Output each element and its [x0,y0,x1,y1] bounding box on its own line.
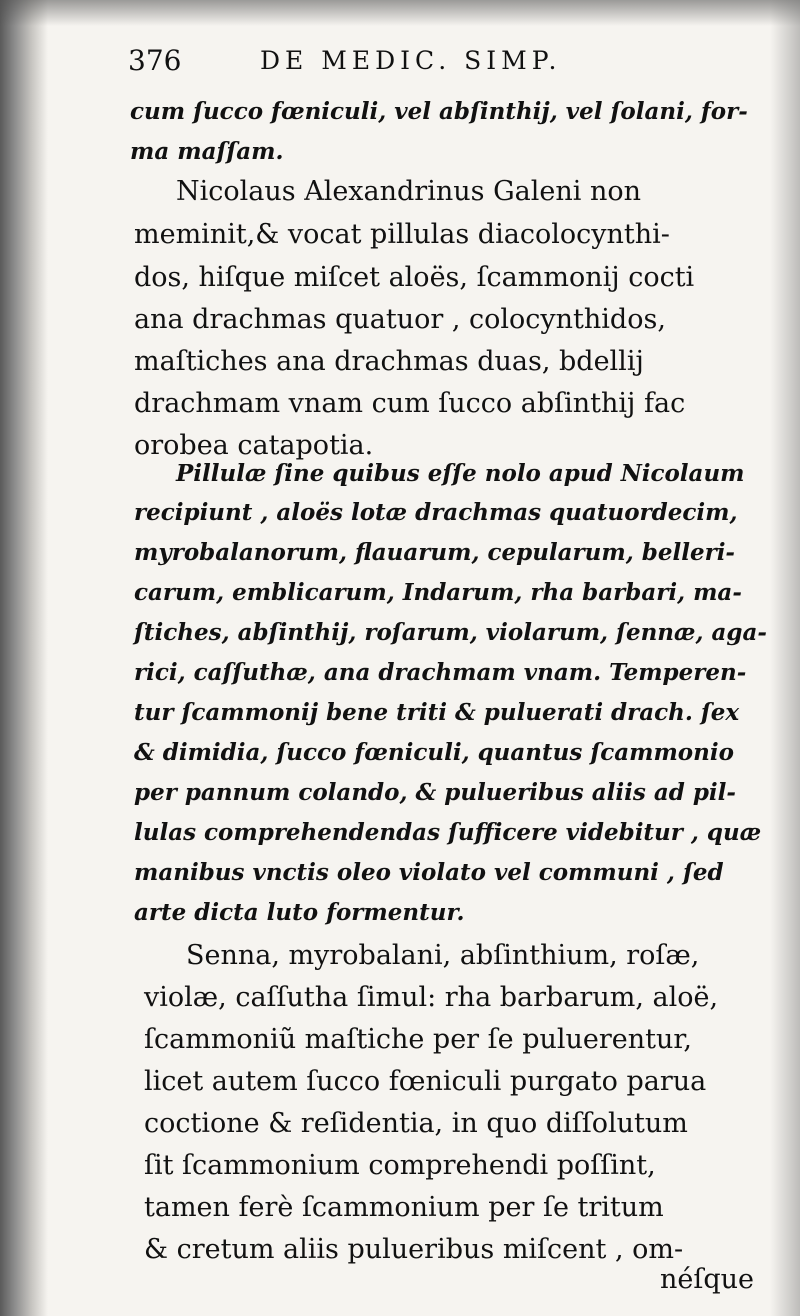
text-line: recipiunt , aloës lotæ drachmas quatuordecim, [134,499,738,526]
text-line: rici, caſſuthæ, ana drachmam vnam. Temperen- [134,659,747,686]
text-line: coctione & reſidentia, in quo diſſolutum [144,1108,688,1139]
text-line: ſit ſcammonium comprehendi poſſint, [144,1150,656,1181]
text-line: arte dicta luto formentur. [134,899,465,926]
text-line: carum, emblicarum, Indarum, rha barbari, ma- [134,579,742,606]
text-line: tur ſcammonij bene triti & puluerati drach. ſex [134,699,740,726]
text-line: per pannum colando, & pulueribus aliis ad pil- [134,779,736,806]
text-line: & dimidia, ſucco fœniculi, quantus ſcammonio [134,739,734,766]
text-line: ana drachmas quatuor , colocynthidos, [134,304,666,335]
text-line: Pillulæ ſine quibus eſſe nolo apud Nicolaum [176,460,745,487]
text-line: Nicolaus Alexandrinus Galeni non [176,176,641,207]
text-line: ſtiches, abſinthij, roſarum, violarum, ſennæ, aga- [134,619,767,646]
text-line: tamen ferè ſcammonium per ſe tritum [144,1192,664,1223]
text-line: orobea catapotia. [134,430,374,461]
text-line: ma maſſam. [130,138,284,165]
text-line: dos, hiſque miſcet aloës, ſcammonij cocti [134,262,695,293]
catchword: néſque [660,1264,755,1295]
running-head: DE MEDIC. SIMP. [260,46,562,75]
text-line: meminit,& vocat pillulas diacolocynthi- [134,219,670,250]
text-line: violæ, caſſutha ſimul: rha barbarum, aloë, [144,982,719,1013]
text-line: & cretum aliis pulueribus miſcent , om- [144,1234,684,1265]
text-line: Senna, myrobalani, abſinthium, roſæ, [186,940,700,971]
text-line: myrobalanorum, flauarum, cepularum, belleri- [134,539,735,566]
text-line: drachmam vnam cum ſucco abſinthij fac [134,388,686,419]
page-number: 376 [128,44,182,77]
text-line: licet autem ſucco fœniculi purgato parua [144,1066,707,1097]
text-line: ſcammoniũ maſtiche per ſe puluerentur, [144,1024,692,1055]
text-line: cum ſucco fœniculi, vel abſinthij, vel ſolani, for- [130,98,748,125]
text-line: maſtiches ana drachmas duas, bdellij [134,346,644,377]
text-line: manibus vnctis oleo violato vel communi , ſed [134,859,724,886]
text-line: lulas comprehendendas ſufficere videbitur , quæ [134,819,762,846]
